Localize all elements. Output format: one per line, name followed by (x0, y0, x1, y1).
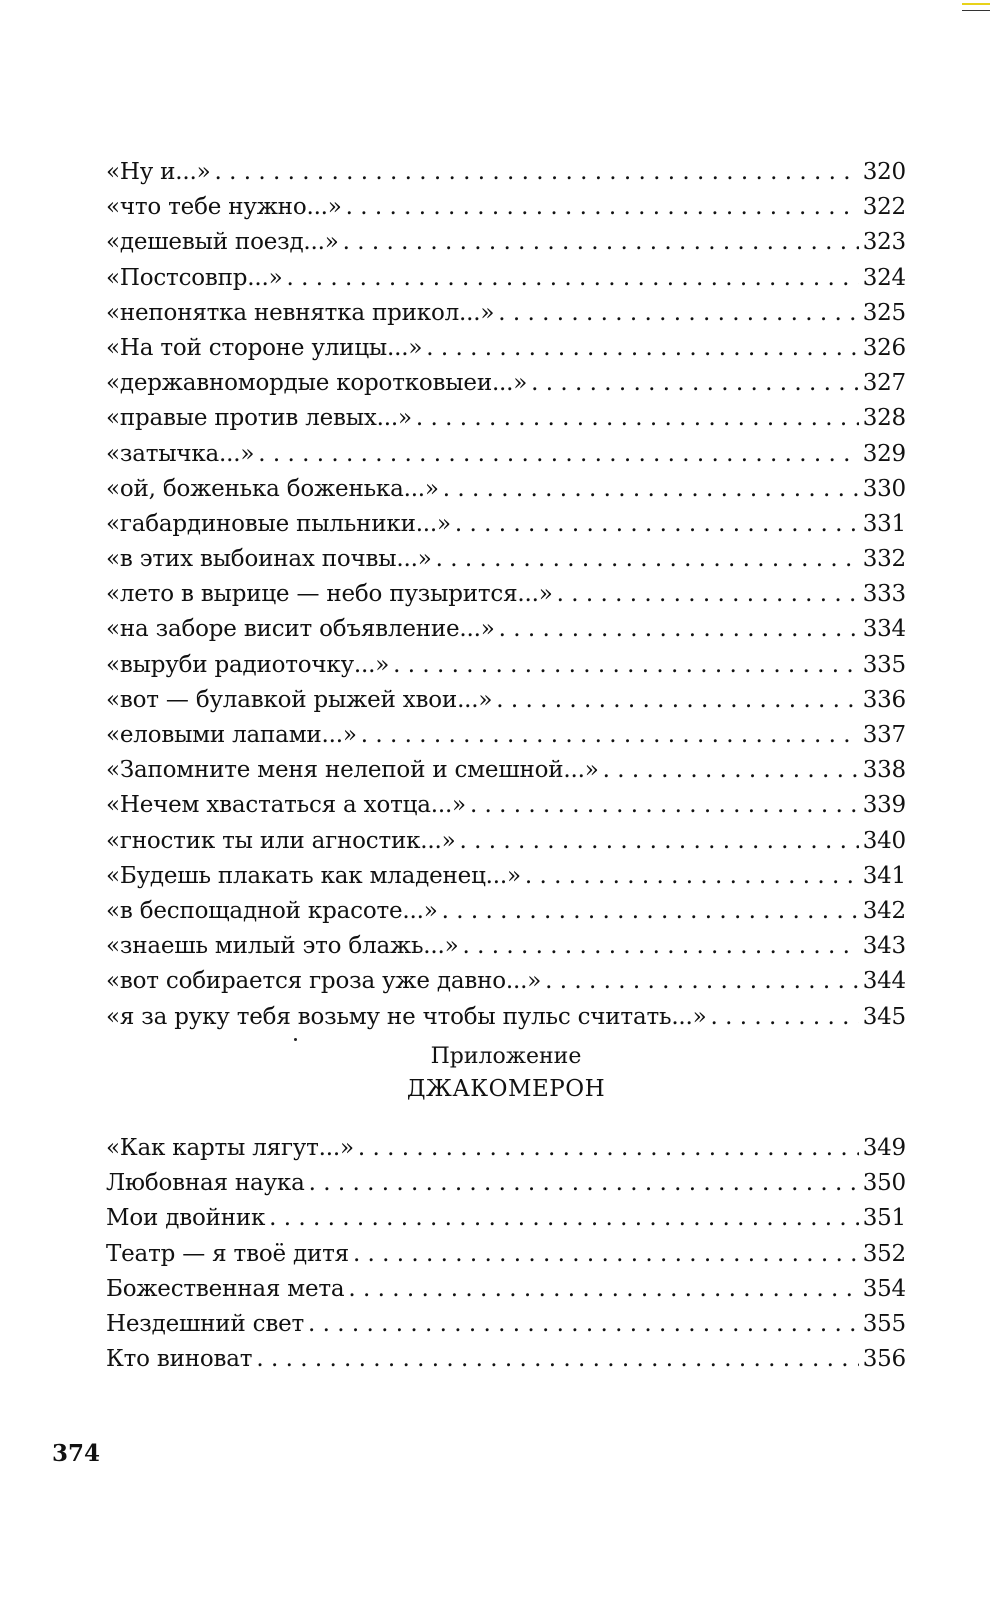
dot-leader (346, 190, 859, 225)
toc-entry-page: 340 (862, 827, 906, 854)
toc-entry-page: 335 (862, 651, 906, 678)
toc-entry (106, 648, 906, 683)
toc-entry-page: 355 (862, 1310, 906, 1337)
toc-entry-title: «что тебе нужно...» (106, 194, 342, 221)
toc-entry (106, 472, 906, 507)
dot-leader (353, 1237, 859, 1272)
toc-entry-title: «Как карты лягут...» (106, 1135, 354, 1161)
toc-entry-title: «в этих выбоинах почвы...» (106, 546, 432, 573)
toc-entry-page: 345 (862, 1003, 906, 1030)
dot-leader (442, 894, 859, 929)
dot-leader (426, 331, 858, 366)
toc-entry-page: 343 (862, 933, 906, 960)
toc-entry-title: Театр — я твоё дитя (106, 1240, 349, 1267)
toc-entry-page: 329 (862, 440, 906, 467)
toc-entry-title: «я за руку тебя возьму не чтобы пульс считать...» (106, 1003, 707, 1030)
dot-leader (531, 366, 859, 401)
page-number: 374 (52, 1440, 101, 1467)
corner-scan-mark (962, 3, 990, 11)
toc-entry-page: 339 (862, 792, 906, 819)
toc-entry (106, 401, 906, 436)
dot-leader (545, 964, 859, 999)
toc-entry-page: 333 (862, 581, 906, 608)
toc-entry-page: 356 (862, 1346, 906, 1373)
dot-leader (496, 683, 858, 718)
toc-entry (106, 612, 906, 647)
toc-entry-page: 349 (862, 1135, 906, 1161)
toc-entry-page: 328 (862, 405, 906, 432)
appendix-title: ДЖАКОМЕРОН (406, 1076, 606, 1102)
toc-entry-page: 344 (862, 968, 906, 995)
toc-entry (106, 437, 906, 472)
toc-entry (106, 1342, 906, 1377)
toc-entry (106, 964, 906, 999)
toc-entry-page: 352 (862, 1240, 906, 1267)
toc-entry-title: Любовная наука (106, 1170, 305, 1197)
toc-entry-title: «Будешь плакать как младенец...» (106, 862, 521, 889)
toc-entry-page: 327 (862, 370, 906, 397)
dot-leader (603, 753, 859, 788)
dot-leader (525, 859, 859, 894)
toc-entry-page: 325 (862, 299, 906, 326)
toc-entry-title: «непонятка невнятка прикол...» (106, 299, 495, 326)
toc-entry (106, 1272, 906, 1307)
toc-entry (106, 859, 906, 894)
toc-entry-page: 351 (862, 1205, 906, 1232)
dot-leader (343, 225, 859, 260)
toc-main-list (106, 155, 906, 1035)
toc-entry-page: 350 (862, 1170, 906, 1197)
toc-entry-title: «Постсовпр...» (106, 264, 283, 291)
toc-entry-title: «правые против левых...» (106, 405, 412, 432)
toc-entry (106, 788, 906, 823)
toc-entry-page: 320 (862, 159, 906, 185)
toc-entry (106, 753, 906, 788)
toc-entry (106, 296, 906, 331)
toc-entry (106, 577, 906, 612)
toc-entry-title: Кто виноват (106, 1346, 253, 1373)
toc-entry (106, 1166, 906, 1201)
dot-leader (269, 1201, 859, 1236)
dot-leader (443, 472, 859, 507)
toc-entry-title: «вот — булавкой рыжей хвои...» (106, 686, 493, 713)
toc-entry-title: «вот собирается гроза уже давно...» (106, 968, 542, 995)
toc-entry (106, 261, 906, 296)
toc-entry (106, 331, 906, 366)
toc-entry-title: Нездешний свет (106, 1310, 305, 1337)
toc-entry (106, 366, 906, 401)
toc-entry (106, 1237, 906, 1272)
dot-leader (287, 261, 859, 296)
dot-leader (309, 1166, 859, 1201)
toc-entry-page: 322 (862, 194, 906, 221)
toc-entry-page: 338 (862, 757, 906, 784)
dot-leader (215, 155, 859, 190)
toc-entry-title: «лето в вырице — небо пузырится...» (106, 581, 553, 608)
dot-leader (462, 929, 858, 964)
dot-leader (557, 577, 859, 612)
dot-leader (348, 1272, 858, 1307)
toc-entry (106, 1131, 906, 1166)
toc-entry-title: Мои двойник (106, 1205, 266, 1232)
dot-leader (256, 1342, 858, 1377)
toc-entry-page: 324 (862, 264, 906, 291)
toc-entry (106, 894, 906, 929)
toc-entry-title: «державномордые коротковыеи...» (106, 370, 528, 397)
toc-entry (106, 718, 906, 753)
toc-entry (106, 542, 906, 577)
dot-leader (460, 824, 859, 859)
dot-leader (470, 788, 859, 823)
appendix-label: Приложение (430, 1044, 582, 1069)
toc-entry-title: «еловыми лапами...» (106, 722, 357, 748)
dot-leader (258, 437, 858, 472)
toc-entry-title: «Запомните меня нелепой и смешной...» (106, 757, 599, 784)
toc-entry-page: 336 (862, 686, 906, 713)
toc-entry-title: «в беспощадной красоте...» (106, 897, 438, 924)
toc-entry-title: «выруби радиоточку...» (106, 651, 390, 678)
toc-entry (106, 683, 906, 718)
toc-entry-title: «гностик ты или агностик...» (106, 827, 456, 854)
dot-leader (711, 1000, 859, 1035)
toc-entry-page: 332 (862, 546, 906, 573)
dot-leader (358, 1131, 859, 1166)
toc-entry-page: 334 (862, 616, 906, 643)
toc-entry-page: 342 (862, 897, 906, 924)
toc-appendix-list (106, 1131, 906, 1377)
toc-entry-title: Божественная мета (106, 1275, 345, 1302)
dot-leader (498, 296, 858, 331)
toc-entry-page: 331 (862, 510, 906, 537)
toc-entry-page: 323 (862, 229, 906, 256)
toc-entry-page: 326 (862, 334, 906, 361)
toc-entry (106, 824, 906, 859)
toc-entry-page: 341 (862, 862, 906, 889)
toc-entry-page: 337 (862, 722, 906, 748)
toc-entry-title: «габардиновые пыльники...» (106, 510, 451, 537)
toc-entry-title: «Ну и...» (106, 159, 211, 185)
toc-entry (106, 1307, 906, 1342)
dot-leader (308, 1307, 859, 1342)
toc-entry-title: «На той стороне улицы...» (106, 334, 423, 361)
toc-entry (106, 225, 906, 260)
toc-entry (106, 190, 906, 225)
dot-leader (361, 718, 859, 753)
dot-leader (393, 648, 859, 683)
dot-leader (499, 612, 859, 647)
toc-entry (106, 155, 906, 190)
stray-dot (294, 1038, 297, 1041)
dot-leader (416, 401, 859, 436)
toc-entry-title: «знаешь милый это блажь...» (106, 933, 459, 960)
toc-entry (106, 929, 906, 964)
toc-entry-title: «на заборе висит объявление...» (106, 616, 495, 643)
toc-entry-title: «Нечем хвастаться а хотца...» (106, 792, 466, 819)
toc-entry-title: «затычка...» (106, 440, 255, 467)
dot-leader (455, 507, 859, 542)
toc-entry-title: «ой, боженька боженька...» (106, 475, 439, 502)
toc-entry-page: 330 (862, 475, 906, 502)
toc-entry (106, 507, 906, 542)
toc-entry (106, 1201, 906, 1236)
toc-entry (106, 1000, 906, 1035)
toc-entry-page: 354 (862, 1275, 906, 1302)
toc-entry-title: «дешевый поезд...» (106, 229, 339, 256)
dot-leader (436, 542, 859, 577)
